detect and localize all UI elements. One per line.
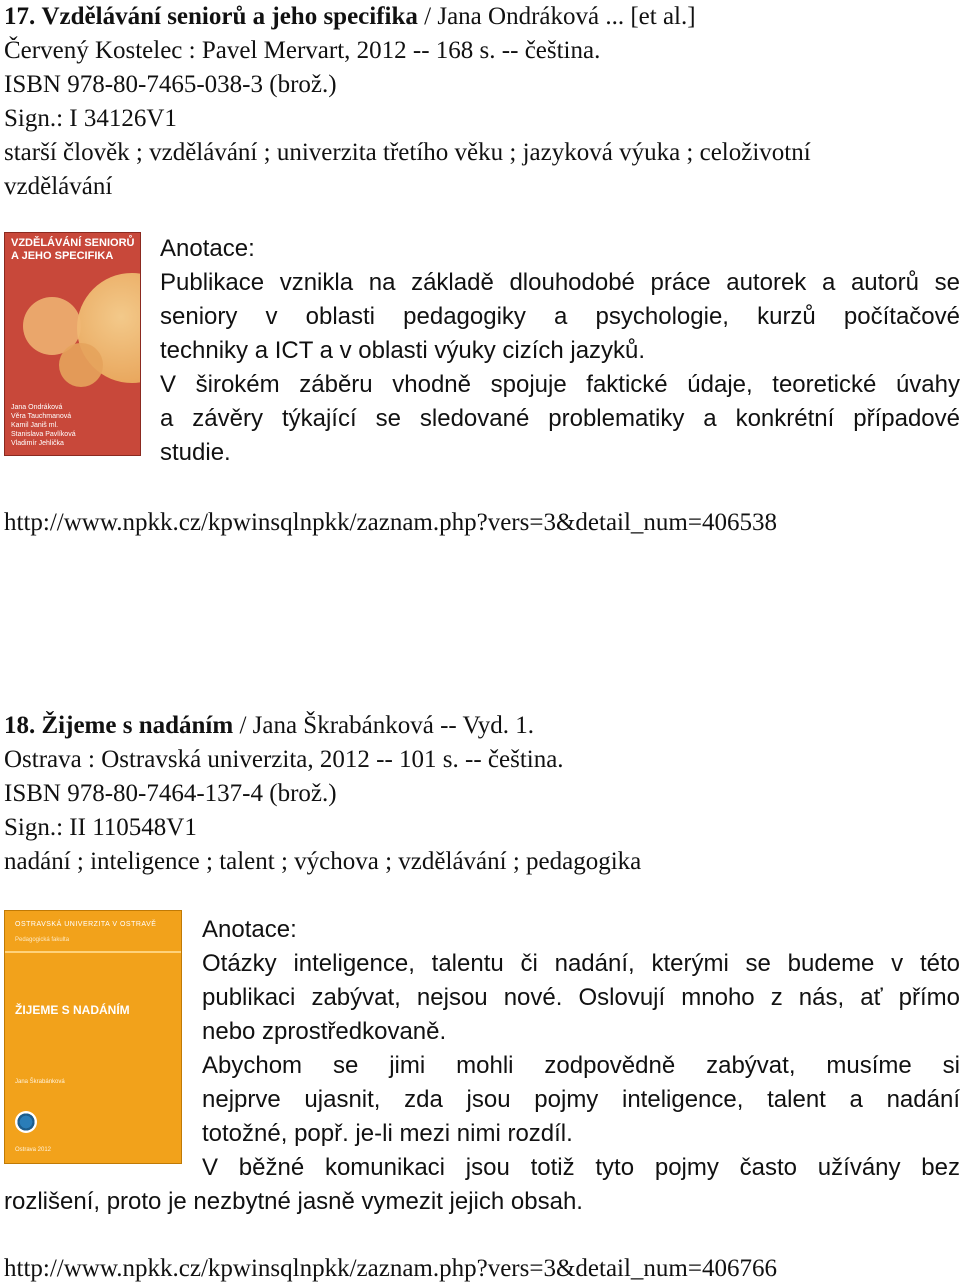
cover-author: Stanislava Pavlíková [11, 431, 76, 438]
entry-publisher: Ostrava : Ostravská univerzita, 2012 -- 101 s. -- čeština. [4, 746, 564, 773]
annotation-line: V běžné komunikaci jsou totiž tyto pojmy často užívány bez [202, 1154, 960, 1181]
catalog-link[interactable]: http://www.npkk.cz/kpwinsqlnpkk/zaznam.php?vers=3&detail_num=406766 [4, 1255, 777, 1282]
annotation-line: publikaci zabývat, nejsou nové. Oslovují mnoho z nás, ať přímo [202, 984, 960, 1011]
annotation-line: seniory v oblasti pedagogiky a psychologie, kurzů počítačové [160, 303, 960, 330]
annotation-line: studie. [160, 439, 231, 466]
cover-title: ŽIJEME S NADÁNÍM [15, 1003, 130, 1017]
cover-decoration [5, 951, 181, 953]
annotation-line: totožné, popř. je-li mezi nimi rozdíl. [202, 1120, 573, 1147]
annotation-line: V širokém záběru vhodně spojuje faktické údaje, teoretické úvahy [160, 371, 960, 398]
cover-subheader: Pedagogická fakulta [15, 937, 70, 943]
entry-publisher: Červený Kostelec : Pavel Mervart, 2012 -- 168 s. -- čeština. [4, 37, 601, 64]
cover-author: Jana Škrabánková [15, 1079, 65, 1085]
entry-keywords-cont: vzdělávání [4, 173, 113, 200]
annotation-line: Publikace vznikla na základě dlouhodobé práce autorek a autorů se [160, 269, 960, 296]
entry-keywords: nadání ; inteligence ; talent ; výchova ; vzdělávání ; pedagogika [4, 848, 642, 875]
annotation-block [202, 913, 960, 1185]
annotation-line: techniky a ICT a v oblasti výuky cizích jazyků. [160, 337, 646, 364]
annotation-label: Anotace: [160, 235, 255, 262]
entry-signature: Sign.: I 34126V1 [4, 105, 177, 132]
annotation-line: rozlišení, proto je nezbytné jasně vymezit jejich obsah. [4, 1188, 583, 1215]
entry-number: 17. [4, 3, 36, 30]
cover-author: Vladimír Jehlička [11, 440, 64, 447]
entry-signature: Sign.: II 110548V1 [4, 814, 197, 841]
annotation-line: a závěry týkající se sledované problematiky a konkrétní případové [160, 405, 960, 432]
annotation-line: nejprve ujasnit, zda jsou pojmy inteligence, talent a nadání [202, 1086, 960, 1113]
entry-18-heading [4, 709, 534, 743]
cover-author: Kamil Janiš ml. [11, 422, 59, 429]
annotation-block [160, 232, 960, 470]
university-logo-icon [15, 1111, 37, 1133]
book-cover-image [4, 910, 182, 1164]
cover-header: OSTRAVSKÁ UNIVERZITA V OSTRAVĚ [15, 921, 157, 928]
entry-17-heading [4, 0, 696, 34]
cover-author: Věra Tauchmanová [11, 413, 72, 420]
entry-authors: / Jana Škrabánková -- Vyd. 1. [239, 712, 535, 739]
entry-number: 18. [4, 712, 36, 739]
entry-isbn: ISBN 978-80-7465-038-3 (brož.) [4, 71, 337, 98]
annotation-line: Abychom se jimi mohli zodpovědně zabývat, musíme si [202, 1052, 960, 1079]
annotation-line: nebo zprostředkovaně. [202, 1018, 447, 1045]
cover-year: Ostrava 2012 [15, 1147, 52, 1153]
annotation-line: Otázky inteligence, talentu či nadání, kterými se budeme v této [202, 950, 960, 977]
catalog-link[interactable]: http://www.npkk.cz/kpwinsqlnpkk/zaznam.php?vers=3&detail_num=406538 [4, 509, 777, 536]
entry-keywords: starší člověk ; vzdělávání ; univerzita třetího věku ; jazyková výuka ; celoživotní [4, 139, 811, 166]
entry-authors: / Jana Ondráková ... [et al.] [424, 3, 696, 30]
cover-title: VZDĚLÁVÁNÍ SENIORŮ A JEHO SPECIFIKA [11, 237, 135, 262]
book-cover-image [4, 232, 141, 456]
cover-authors [11, 403, 76, 448]
cover-author: Jana Ondráková [11, 404, 63, 411]
entry-isbn: ISBN 978-80-7464-137-4 (brož.) [4, 780, 337, 807]
entry-title: Vzdělávání seniorů a jeho specifika [41, 3, 418, 30]
entry-title: Žijeme s nadáním [41, 712, 234, 739]
cover-decoration [59, 343, 103, 387]
annotation-label: Anotace: [202, 916, 297, 943]
